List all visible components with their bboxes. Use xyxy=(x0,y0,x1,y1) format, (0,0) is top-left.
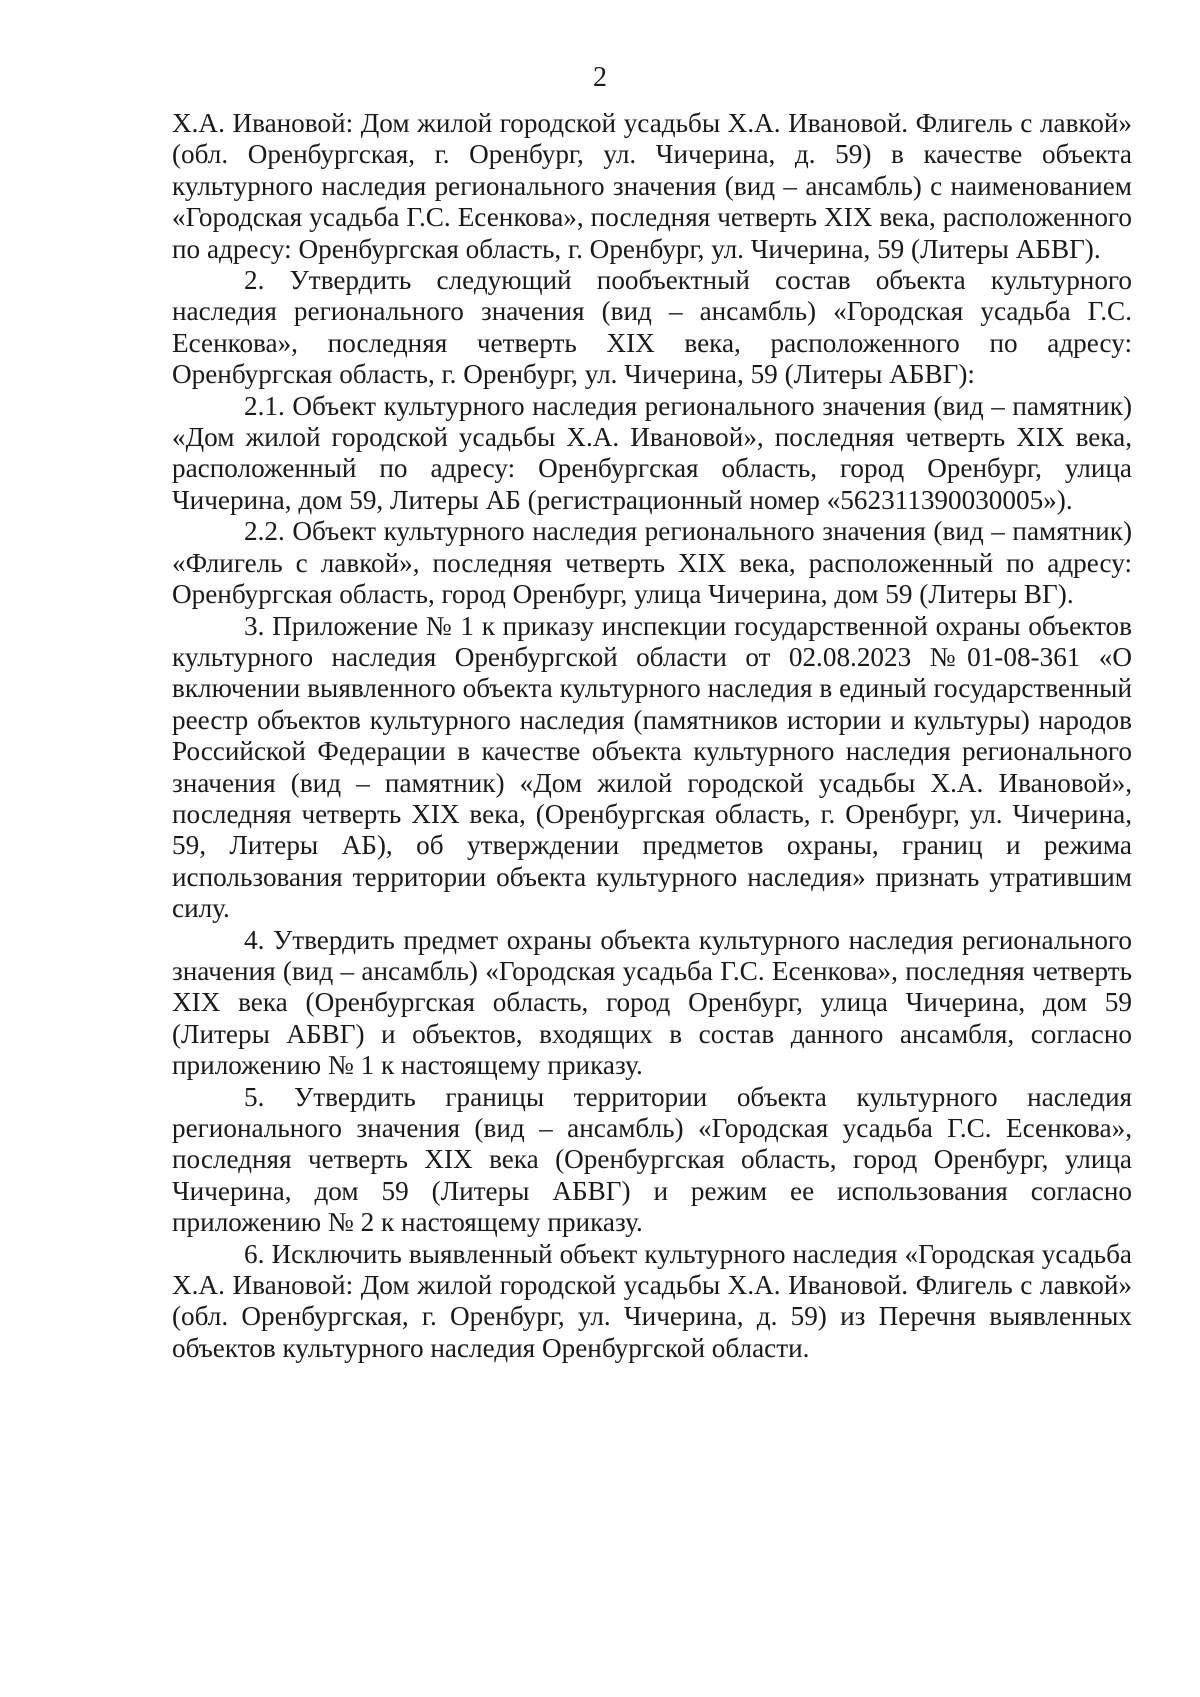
paragraph-item-2-2: 2.2. Объект культурного наследия регионального значения (вид – памятник) «Флигель с лавкой», последняя четверть XIX века, расположенный по адресу: Оренбургская область, город Оренбург, улица Чичерина, дом 59 (Литеры ВГ). xyxy=(172,516,1132,610)
page-number: 2 xyxy=(593,62,607,93)
paragraph-item-5: 5. Утвердить границы территории объекта культурного наследия регионального значения (вид – ансамбль) «Городская усадьба Г.С. Есенкова», последняя четверть XIX века (Оренбургская область, город Оренбург, улица Чичерина, дом 59 (Литеры АБВГ) и режим ее использования согласно приложению № 2 к настоящему приказу. xyxy=(172,1081,1132,1238)
paragraph-continuation: Х.А. Ивановой: Дом жилой городской усадьбы Х.А. Ивановой. Флигель с лавкой» (обл. Оренбургская, г. Оренбург, ул. Чичерина, д. 59) в качестве объекта культурного наследия регионального значения (вид – ансамбль) с наименованием «Городская усадьба Г.С. Есенкова», последняя четверть XIX века, расположенного по адресу: Оренбургская область, г. Оренбург, ул. Чичерина, 59 (Литеры АБВГ). xyxy=(172,108,1132,264)
paragraph-item-6: 6. Исключить выявленный объект культурного наследия «Городская усадьба Х.А. Ивановой: Дом жилой городской усадьбы Х.А. Ивановой. Флигель с лавкой» (обл. Оренбургская, г. Оренбург, ул. Чичерина, д. 59) из Перечня выявленных объектов культурного наследия Оренбургской области. xyxy=(172,1238,1132,1363)
paragraph-item-3: 3. Приложение № 1 к приказу инспекции государственной охраны объектов культурного наследия Оренбургской области от 02.08.2023 №01-08-361 «О включении выявленного объекта культурного наследия в единый государственный реестр объектов культурного наследия (памятников истории и культуры) народов Российской Федерации в качестве объекта культурного наследия регионального значения (вид – памятник) «Дом жилой городской усадьбы Х.А. Ивановой», последняя четверть XIX века, (Оренбургская область, г. Оренбург, ул. Чичерина, 59, Литеры АБ), об утверждении предметов охраны, границ и режима использования территории объекта культурного наследия» признать утратившим силу. xyxy=(172,610,1132,924)
paragraph-item-2: 2. Утвердить следующий пообъектный состав объекта культурного наследия регионального значения (вид – ансамбль) «Городская усадьба Г.С. Есенкова», последняя четверть XIX века, расположенного по адресу: Оренбургская область, г. Оренбург, ул. Чичерина, 59 (Литеры АБВГ): xyxy=(172,265,1132,390)
document-body xyxy=(172,108,1132,1364)
paragraph-item-2-1: 2.1. Объект культурного наследия регионального значения (вид – памятник) «Дом жилой городской усадьбы Х.А. Ивановой», последняя четверть XIX века, расположенный по адресу: Оренбургская область, город Оренбург, улица Чичерина, дом 59, Литеры АБ (регистрационный номер «562311390030005»). xyxy=(172,390,1132,515)
paragraph-item-4: 4. Утвердить предмет охраны объекта культурного наследия регионального значения (вид – ансамбль) «Городская усадьба Г.С. Есенкова», последняя четверть XIX века (Оренбургская область, город Оренбург, улица Чичерина, дом 59 (Литеры АБВГ) и объектов, входящих в состав данного ансамбля, согласно приложению № 1 к настоящему приказу. xyxy=(172,924,1132,1081)
